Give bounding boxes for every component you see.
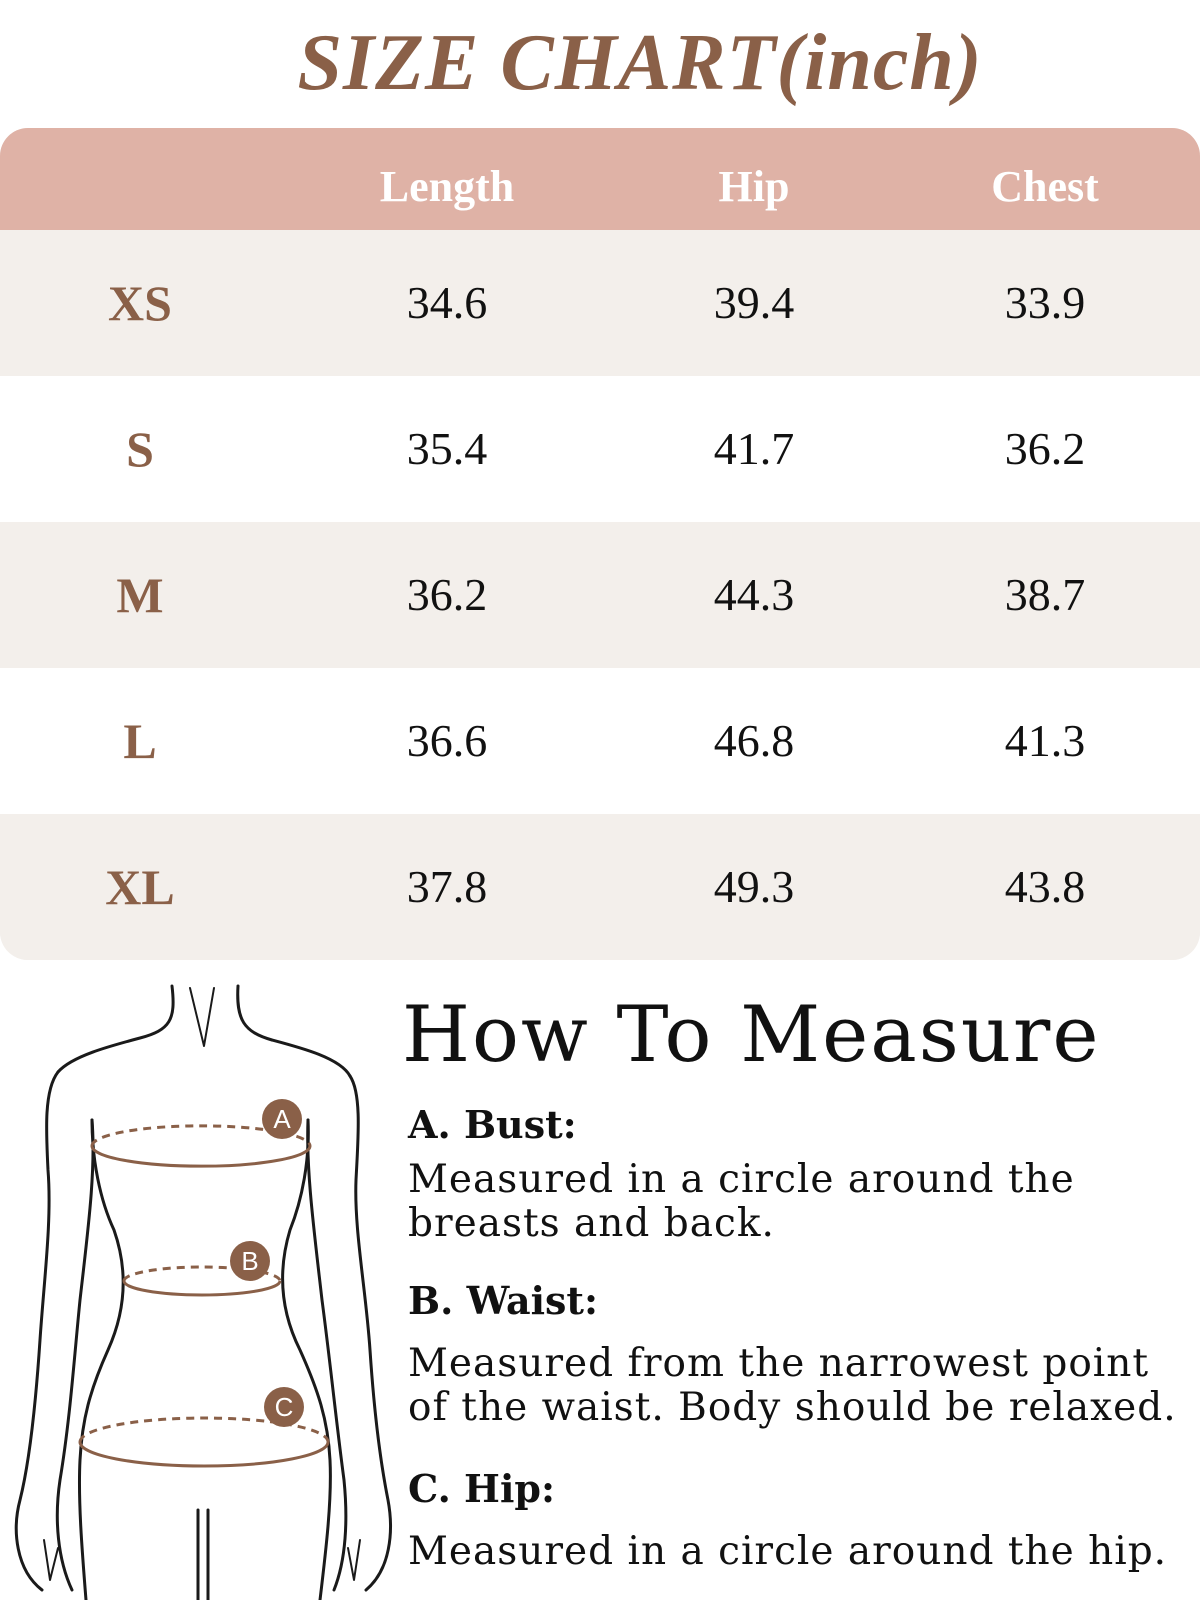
hip-value: 39.4 (713, 277, 795, 328)
bust-heading: A. Bust: (408, 1102, 577, 1147)
waist-description-line: Measured from the narrowest point (408, 1341, 1150, 1386)
table-row (0, 522, 1200, 668)
table-header (0, 128, 1200, 230)
length-value: 37.8 (406, 861, 488, 912)
size-chart-title: SIZE CHART(inch) (297, 19, 983, 107)
svg-text:A: A (273, 1104, 291, 1134)
hip-value: 44.3 (713, 569, 795, 620)
hip-description (408, 1530, 1198, 1574)
waist-description (408, 1342, 1198, 1430)
hip-heading: C. Hip: (408, 1466, 555, 1511)
marker-b-icon (230, 1241, 270, 1281)
table-row (0, 230, 1200, 376)
column-header-chest: Chest (991, 162, 1099, 211)
length-value: 34.6 (406, 277, 488, 328)
hip-value: 49.3 (713, 861, 795, 912)
hip-description-line: Measured in a circle around the hip. (408, 1529, 1168, 1574)
chest-value: 33.9 (1004, 277, 1086, 328)
size-label: M (116, 567, 164, 623)
chest-value: 38.7 (1004, 569, 1086, 620)
svg-text:C: C (274, 1392, 294, 1422)
chest-value: 43.8 (1004, 861, 1086, 912)
waist-heading: B. Waist: (408, 1278, 598, 1323)
bust-description-line: Measured in a circle around the (408, 1157, 1075, 1202)
hip-value: 41.7 (713, 423, 795, 474)
size-table (0, 128, 1200, 960)
table-row (0, 668, 1200, 814)
size-label: S (126, 421, 154, 477)
column-header-hip: Hip (718, 162, 790, 211)
length-value: 36.2 (406, 569, 488, 620)
bust-description (408, 1158, 1198, 1246)
svg-text:B: B (241, 1246, 259, 1276)
table-row (0, 814, 1200, 960)
size-label: XL (105, 859, 175, 915)
chest-value: 41.3 (1004, 715, 1086, 766)
table-row (0, 376, 1200, 522)
body-figure-illustration (0, 980, 400, 1600)
size-label: L (123, 713, 157, 769)
bust-description-line: breasts and back. (408, 1201, 775, 1246)
marker-a-icon (262, 1099, 302, 1139)
chest-value: 36.2 (1004, 423, 1086, 474)
waist-description-line: of the waist. Body should be relaxed. (408, 1385, 1177, 1430)
size-label: XS (108, 275, 172, 331)
length-value: 36.6 (406, 715, 488, 766)
marker-c-icon (264, 1387, 304, 1427)
column-header-length: Length (379, 162, 515, 211)
length-value: 35.4 (406, 423, 488, 474)
how-to-measure-title: How To Measure (402, 990, 1101, 1080)
hip-value: 46.8 (713, 715, 795, 766)
